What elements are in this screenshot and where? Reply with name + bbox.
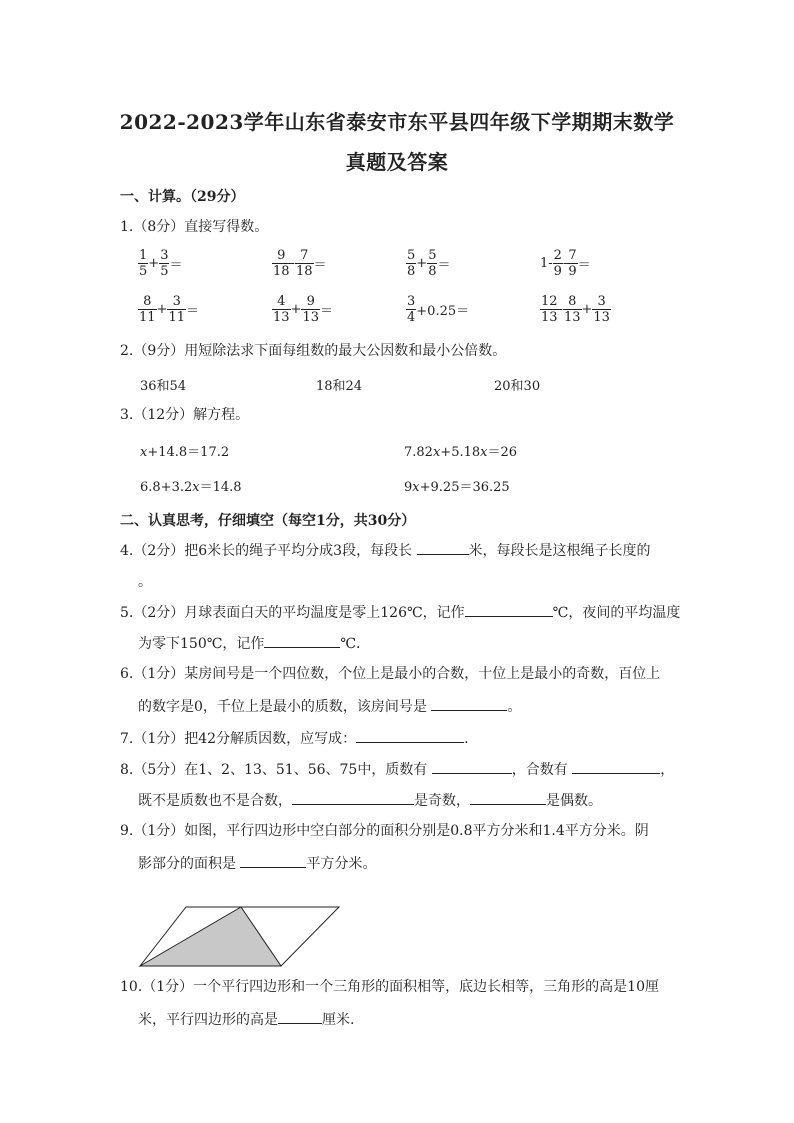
question-9: 9.（1分）如图，平行四边形中空白部分的面积分别是0.8平方分米和1.4平方分米。阴 [120, 823, 649, 839]
q9-blank[interactable] [240, 853, 306, 868]
question-10-line-2: 米，平行四边形的高是 厘米. [138, 1009, 354, 1029]
q8-blank-4[interactable] [470, 790, 546, 805]
question-8: 8.（5分）在1、2、13、51、56、75中，质数有 ，合数有 ， [120, 759, 674, 779]
q10-blank[interactable] [278, 1009, 322, 1024]
expr-2: $\frac{9}{18}$ - $\frac{7}{18}$ ＝ [273, 248, 327, 279]
section-2-heading: 二、认真思考，仔细填空（每空1分，共30分） [120, 513, 416, 529]
q2-item-3: 20和30 [494, 379, 541, 394]
question-5: 5.（2分）月球表面白天的平均温度是零上126℃，记作 ℃，夜间的平均温度 [120, 602, 680, 622]
question-8-line-2: 既不是质数也不是合数， 是奇数， 是偶数。 [138, 790, 602, 810]
equation-2: 7.82x+5.18x＝26 [404, 445, 518, 460]
expr-3: $\frac{5}{8}$ + $\frac{5}{8}$ ＝ [407, 248, 451, 279]
question-2-label: 2.（9分）用短除法求下面每组数的最大公因数和最小公倍数。 [120, 343, 507, 359]
section-1-heading: 一、计算。（29分） [120, 189, 245, 205]
q8-blank-3[interactable] [292, 790, 414, 805]
q5-blank-2[interactable] [264, 633, 340, 648]
expr-1: $\frac{1}{5}$ + $\frac{3}{5}$ ＝ [139, 248, 183, 279]
question-6-line-2: 的数字是0，千位上是最小的质数，该房间号是 。 [138, 696, 521, 716]
question-3-label: 3.（12分）解方程。 [120, 407, 250, 423]
q7-blank[interactable] [356, 728, 464, 743]
question-10: 10.（1分）一个平行四边形和一个三角形的面积相等，底边长相等，三角形的高是10厘 [120, 979, 659, 995]
expr-8: $\frac{12}{13}$ - $\frac{8}{13}$ + $\frac{3}{13}$ [541, 294, 610, 325]
q2-item-2: 18和24 [316, 379, 363, 394]
question-9-line-2: 影部分的面积是 平方分米。 [138, 853, 376, 873]
question-6: 6.（1分）某房间号是一个四位数，个位上是最小的合数，十位上是最小的奇数，百位上 [120, 666, 661, 682]
q5-blank-1[interactable] [465, 602, 553, 617]
equation-4: 9x+9.25＝36.25 [404, 480, 510, 495]
equation-1: x+14.8＝17.2 [140, 445, 230, 460]
q8-blank-1[interactable] [432, 759, 512, 774]
question-4-end: 。 [138, 574, 152, 590]
question-5-line-2: 为零下150℃，记作 ℃. [138, 633, 361, 653]
shaded-triangle [140, 907, 281, 966]
expr-7: $\frac{3}{4}$ +0.25＝ [407, 294, 470, 325]
question-7: 7.（1分）把42分解质因数，应写成： . [120, 728, 469, 748]
expr-4: 1- $\frac{2}{9}$ - $\frac{7}{9}$ ＝ [540, 248, 591, 279]
q8-blank-2[interactable] [572, 759, 660, 774]
expr-6: $\frac{4}{13}$ + $\frac{9}{13}$ ＝ [273, 294, 334, 325]
q2-item-1: 36和54 [140, 379, 187, 394]
parallelogram-figure [136, 903, 346, 973]
question-1-label: 1.（8分）直接写得数。 [120, 219, 269, 235]
title-line-1: 2022-2023学年山东省泰安市东平县四年级下学期期末数学 [119, 110, 675, 134]
question-4: 4.（2分）把6米长的绳子平均分成3段，每段长 米，每段长是这根绳子长度的 [120, 540, 651, 560]
q4-blank[interactable] [417, 540, 469, 555]
expr-5: $\frac{8}{11}$ + $\frac{3}{11}$ ＝ [139, 294, 200, 325]
q6-blank[interactable] [431, 696, 507, 711]
title-line-2: 真题及答案 [345, 150, 449, 174]
equation-3: 6.8+3.2x＝14.8 [140, 480, 242, 495]
